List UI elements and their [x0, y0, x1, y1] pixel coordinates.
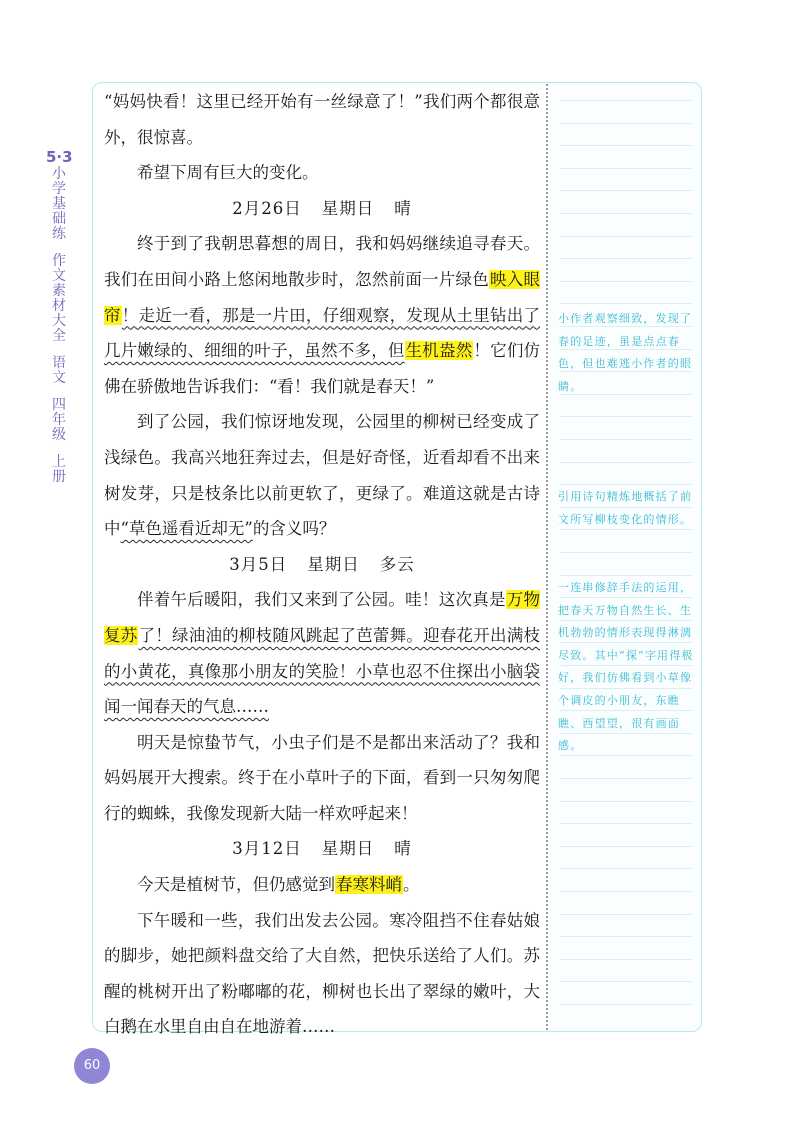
note-rule: [560, 778, 692, 779]
note-rule: [560, 213, 692, 214]
paragraph-6: 明天是惊蛰节气，小虫子们是不是都出来活动了？我和妈妈展开大搜索。终于在小草叶子的下面，看到一只匆匆爬行的蜘蛛，我像发现新大陆一样欢呼起来！: [104, 732, 540, 823]
note-rule: [560, 1004, 692, 1005]
date-2: 3月5日: [229, 554, 288, 574]
note-rule: [560, 258, 692, 259]
paragraph-1: “妈妈快看！这里已经开始有一丝绿意了！”我们两个都很意外，很惊喜。: [104, 92, 540, 147]
notes-column: [549, 83, 701, 1031]
note-rule: [560, 123, 692, 124]
paragraph-5: [104, 582, 540, 724]
paragraph-2: 希望下周有巨大的变化。: [137, 163, 319, 183]
page-number: 60: [74, 1048, 110, 1084]
highlight-ying-ru-yan-lian: 映入眼帘: [104, 269, 541, 325]
weekday-3: 星期日: [321, 839, 375, 859]
note-rule: [560, 303, 692, 304]
note-rule: [560, 190, 692, 191]
series-grade: 四 年 级: [52, 397, 66, 443]
note-2: 引用诗句精炼地概括了前文所写柳枝变化的情形。: [558, 490, 693, 526]
note-rule: [560, 168, 692, 169]
note-rule: [560, 846, 692, 847]
note-3: 一连串修辞手法的运用，把春天万物自然生长、生机勃勃的情形表现得淋漓尽致。其中“探”字用得极好，我们仿佛看到小草像个调皮的小朋友，东瞧瞧、西望望，很有画面感。: [558, 581, 694, 753]
weather-1: 晴: [394, 198, 412, 218]
weather-2: 多云: [379, 554, 415, 574]
column-divider: [546, 84, 548, 1030]
date-heading-3: [104, 831, 540, 867]
date-3: 3月12日: [232, 839, 302, 859]
series-category: 作 文 素 材 大 全: [52, 253, 66, 344]
highlight-chun-han-liao-qiao: 春寒料峭: [336, 875, 402, 895]
paragraph-3-tail: ！它们仿佛在骄傲地告诉我们：“看！我们就是春天！”: [104, 341, 541, 396]
note-rule: [560, 891, 692, 892]
note-rule: [560, 914, 692, 915]
date-heading-1: [104, 191, 540, 227]
paragraph-4-end: 的含义吗？: [252, 519, 336, 539]
note-rule: [560, 145, 692, 146]
wavy-underline-2: 了！绿油油的柳枝随风跳起了芭蕾舞。迎春花开出满枝的小黄花，真像那小朋友的笑脸！小草也忍不住探出小脑袋闻一闻春天的气息……: [104, 625, 541, 717]
series-brand: 5·3: [46, 148, 73, 166]
note-rule: [560, 236, 692, 237]
paragraph-7-end: 。: [403, 875, 420, 895]
highlight-wan-wu-fu-su: 万物复苏: [104, 590, 541, 645]
note-rule: [560, 416, 692, 417]
paragraph-4: [104, 404, 540, 546]
weather-3: 晴: [394, 839, 412, 859]
note-rule: [560, 439, 692, 440]
note-1: 小作者观察细致，发现了春的足迹，虽是点点春色，但也难逃小作者的眼睛。: [558, 312, 693, 393]
paragraph-4-start: 到了公园，我们惊讶地发现，公园里的柳树已经变成了浅绿色。我高兴地狂奔过去，但是好奇怪，近看却看不出来树发芽，只是枝条比以前更软了，更绿了。难道这就是古诗中: [104, 412, 540, 539]
series-name: 小 学 基 础 练: [52, 166, 66, 242]
series-subject: 语 文: [52, 355, 66, 386]
date-1: 2月26日: [232, 198, 302, 218]
series-volume: 上 册: [52, 454, 66, 485]
essay-body: [104, 84, 540, 1045]
series-label: [46, 150, 72, 485]
note-rule: [560, 936, 692, 937]
paragraph-7: [104, 867, 540, 903]
paragraph-3: [104, 226, 540, 404]
paragraph-3-text: 终于到了我朝思暮想的周日，我和妈妈继续追寻春天。我们在田间小路上悠闲地散步时，忽然前面一片绿色: [104, 234, 540, 289]
paragraph-8: 下午暖和一些，我们出发去公园。寒冷阻挡不住春姑娘的脚步，她把颜料盘交给了大自然，把快乐送给了人们。苏醒的桃树开出了粉嘟嘟的花，柳树也长出了翠绿的嫩叶，大白鹅在水里自由自在地游着……: [104, 910, 540, 1037]
note-rule: [560, 575, 692, 576]
note-rule: [560, 959, 692, 960]
weekday-1: 星期日: [321, 198, 375, 218]
note-rule: [560, 981, 692, 982]
note-rule: [560, 801, 692, 802]
note-rule: [560, 823, 692, 824]
paragraph-7-start: 今天是植树节，但仍感觉到: [137, 875, 335, 895]
note-rule: [560, 868, 692, 869]
wavy-underline-1: ！走近一看，那是一片田，仔细观察，发现从土里钻出了几片嫩绿的、细细的叶子，虽然不多，但: [104, 305, 541, 361]
date-heading-2: [104, 547, 540, 583]
highlight-sheng-ji-ang-ran: 生机盎然: [405, 341, 473, 361]
note-rule: [560, 100, 692, 101]
wavy-underline-poem: “草色遥看近却无”: [120, 519, 253, 539]
note-rule: [560, 552, 692, 553]
paragraph-5-start: 伴着午后暖阳，我们又来到了公园。哇！这次真是: [137, 590, 506, 610]
weekday-2: 星期日: [307, 554, 360, 574]
note-rule: [560, 281, 692, 282]
note-rule: [560, 462, 692, 463]
